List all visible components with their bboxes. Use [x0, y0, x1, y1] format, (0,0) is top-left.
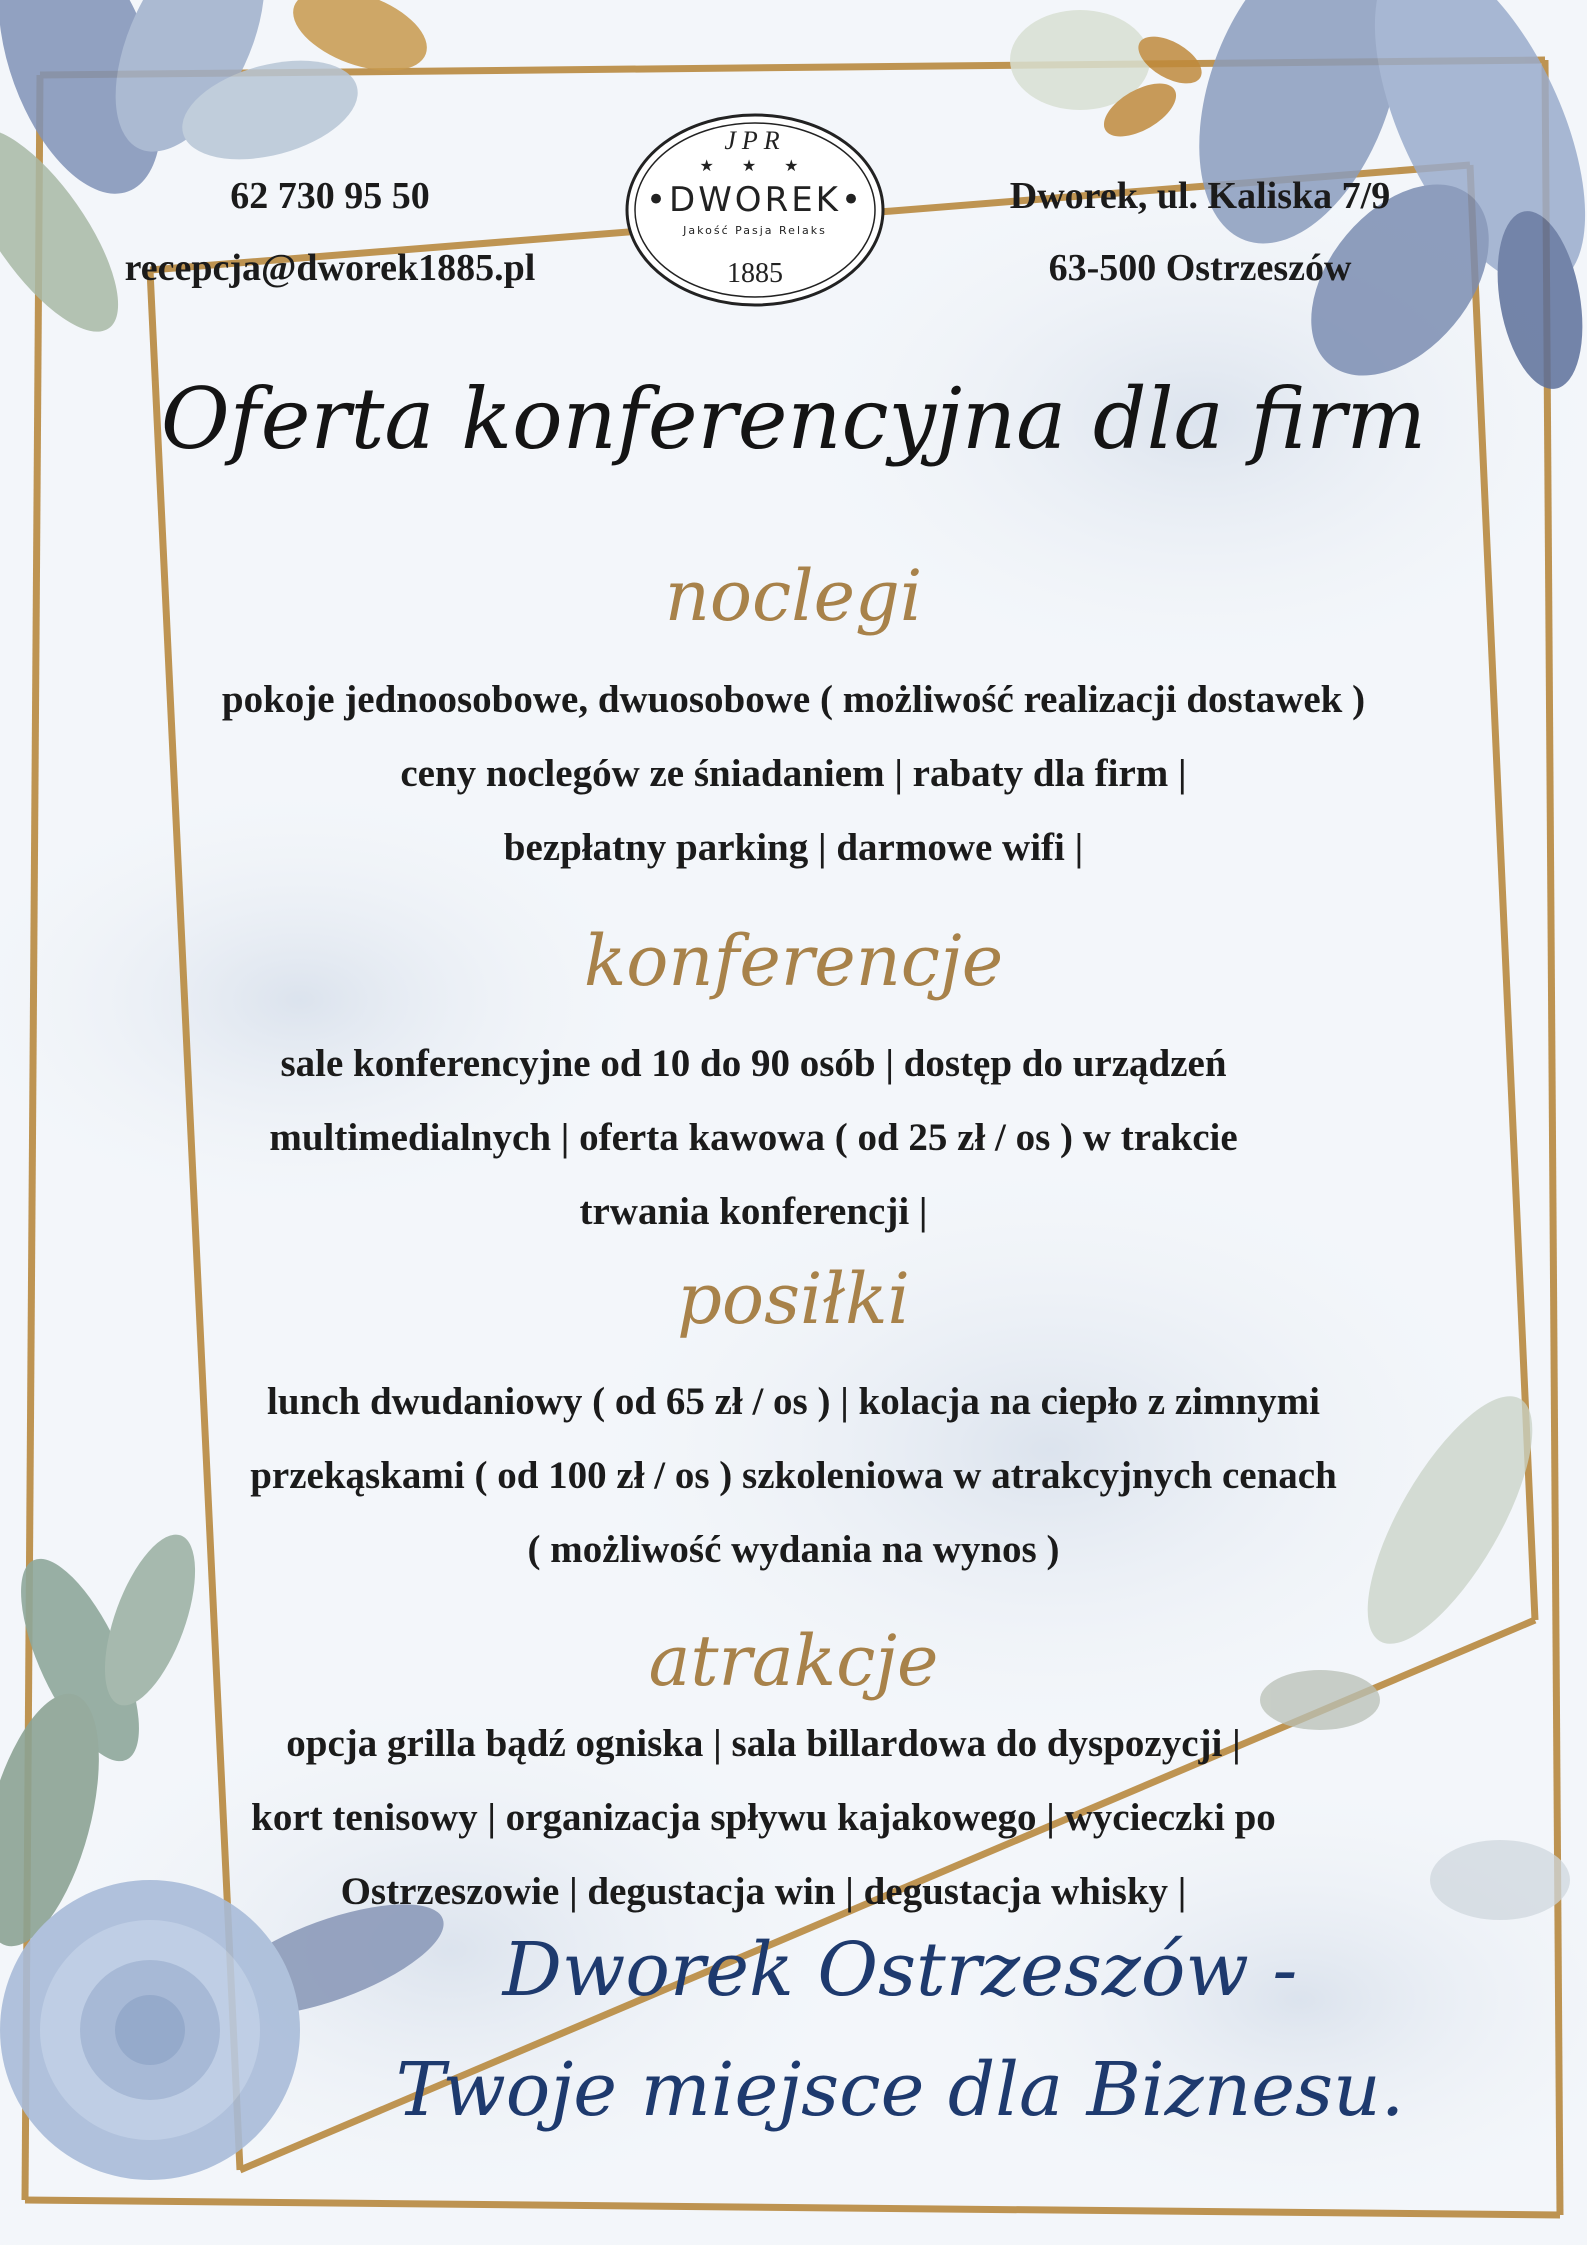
logo-tagline: Jakość Pasja Relaks: [683, 224, 827, 237]
text-line: ( możliwość wydania na wynos ): [527, 1528, 1060, 1571]
address-line-1: Dworek, ul. Kaliska 7/9: [1009, 175, 1391, 217]
text-line: kort tenisowy | organizacja spływu kajakowego | wycieczki po: [251, 1796, 1276, 1839]
text-line: trwania konferencji |: [579, 1190, 928, 1233]
text-line: multimedialnych | oferta kawowa ( od 25 zł / os ) w trakcie: [269, 1116, 1238, 1159]
section-posilki: [30, 1365, 1557, 1587]
section-konferencje: [30, 1027, 1477, 1249]
logo-name: •DWOREK•: [645, 180, 865, 220]
slogan-line-1: Dworek Ostrzeszów -: [502, 1927, 1298, 2013]
section-noclegi: [30, 663, 1557, 885]
text-line: sale konferencyjne od 10 do 90 osób | dostęp do urządzeń: [280, 1042, 1227, 1085]
email-address: recepcja@dworek1885.pl: [124, 247, 536, 289]
section-atrakcje: [30, 1707, 1497, 1929]
logo-year: 1885: [727, 258, 783, 289]
dworek-logo: [624, 112, 886, 308]
phone-number: 62 730 95 50: [230, 175, 430, 217]
heading-noclegi: noclegi: [664, 555, 923, 637]
logo-initials: JPR: [724, 126, 786, 155]
text-line: bezpłatny parking | darmowe wifi |: [503, 826, 1084, 869]
text-line: przekąskami ( od 100 zł / os ) szkoleniowa w atrakcyjnych cenach: [250, 1454, 1337, 1497]
slogan: [300, 1910, 1500, 2150]
page-title: Oferta konferencyjna dla firm: [160, 370, 1427, 468]
contact-info: [40, 160, 620, 304]
text-line: ceny noclegów ze śniadaniem | rabaty dla firm |: [400, 752, 1187, 795]
text-line: lunch dwudaniowy ( od 65 zł / os ) | kolacja na ciepło z zimnymi: [267, 1380, 1320, 1423]
heading-konferencje: konferencje: [583, 920, 1004, 1002]
heading-atrakcje: atrakcje: [648, 1620, 939, 1702]
slogan-line-2: Twoje miejsce dla Biznesu.: [395, 2047, 1405, 2133]
text-line: Ostrzeszowie | degustacja win | degustacja whisky |: [340, 1870, 1187, 1913]
address-info: [930, 160, 1470, 304]
address-line-2: 63-500 Ostrzeszów: [1048, 247, 1352, 289]
heading-posilki: posiłki: [677, 1258, 910, 1340]
text-line: opcja grilla bądź ogniska | sala billardowa do dyspozycji |: [286, 1722, 1241, 1765]
logo-stars: ★ ★ ★: [699, 158, 811, 175]
text-line: pokoje jednoosobowe, dwuosobowe ( możliwość realizacji dostawek ): [221, 678, 1366, 721]
